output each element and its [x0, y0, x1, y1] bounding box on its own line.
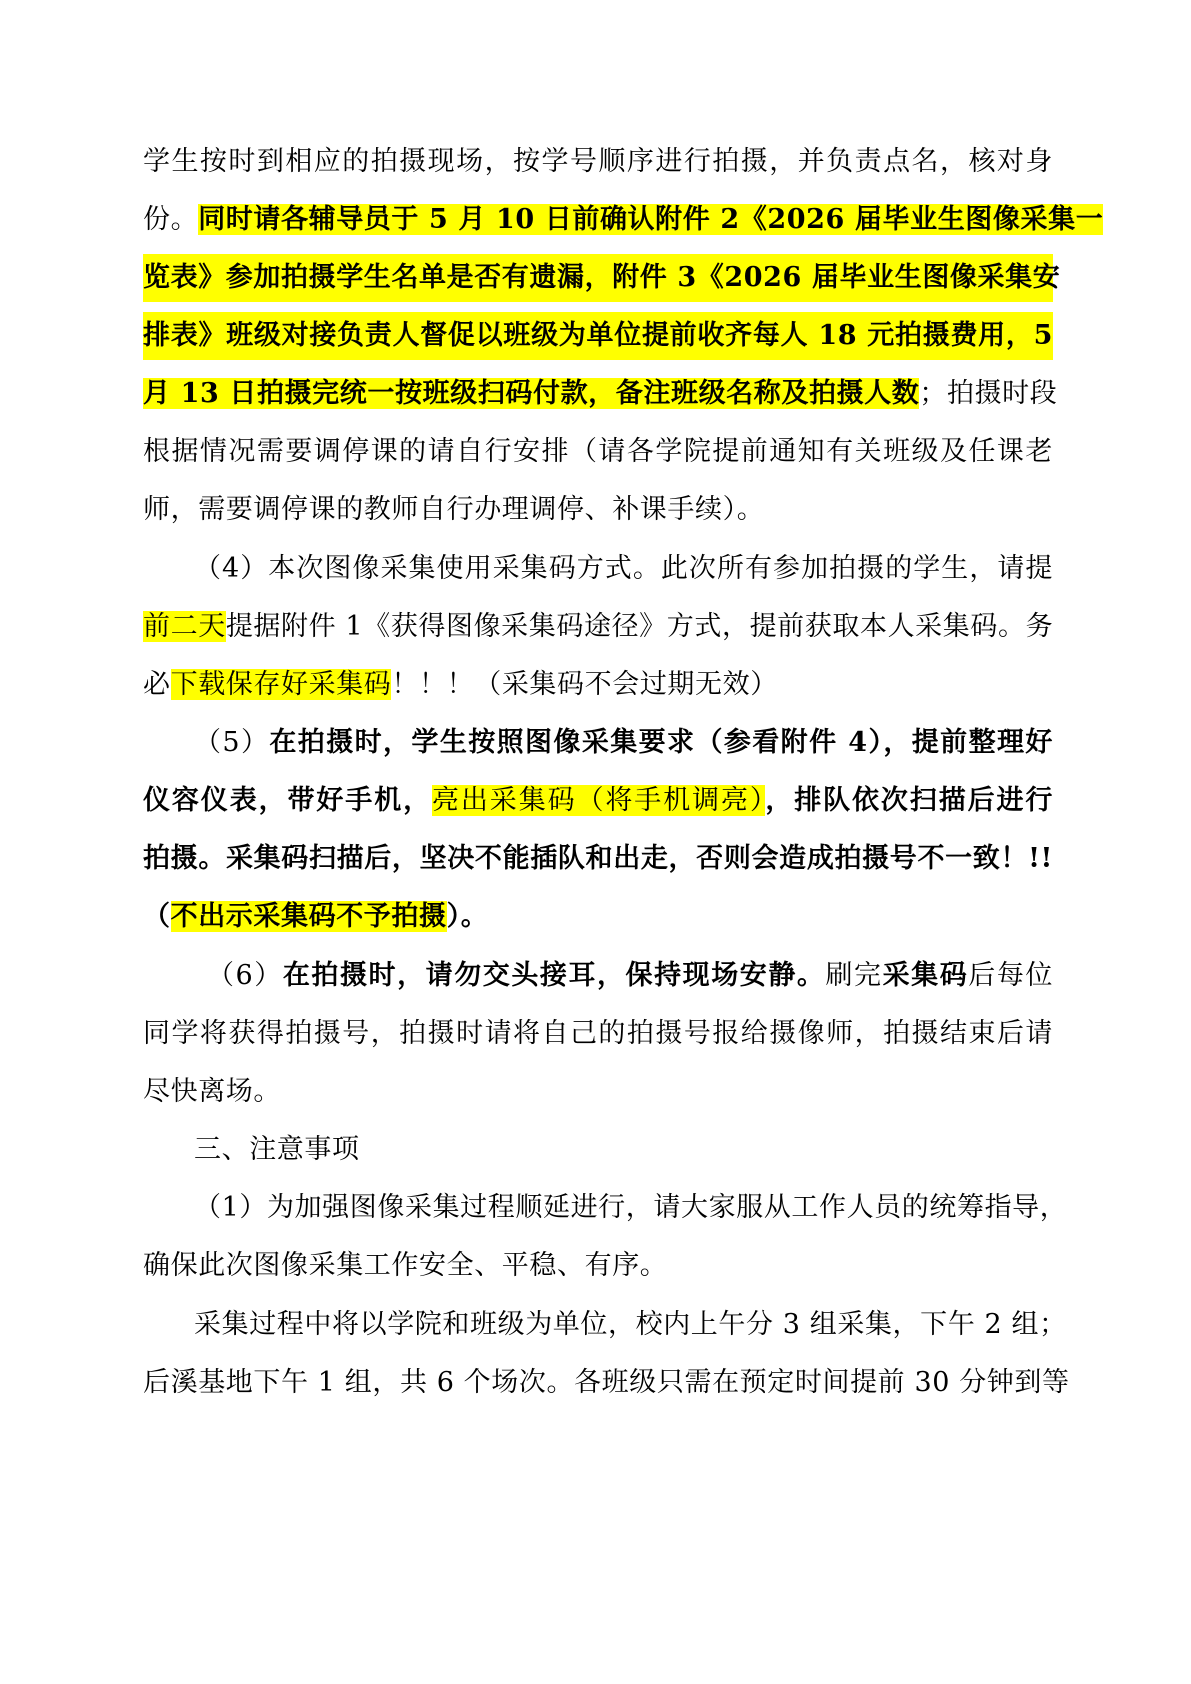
text-run: （1）为加强图像采集过程顺延进行，请大家服从工作人员的统筹指导，	[194, 1192, 1068, 1223]
text-run: 刷完	[825, 960, 883, 991]
highlighted-bold-run: 不出示采集码不予拍摄	[170, 901, 447, 932]
text-line-1	[143, 138, 1053, 186]
text-run: （5）	[194, 727, 270, 758]
bold-run: ，排队依次扫描后进行	[765, 785, 1054, 816]
bold-run: 在拍摄时，学生按照图像采集要求（参看附件 4），提前整理好	[269, 727, 1053, 758]
section-heading	[194, 1126, 1053, 1174]
text-line-7	[143, 486, 1053, 534]
heading-text: 三、注意事项	[194, 1134, 360, 1165]
text-line-21	[194, 1301, 1067, 1349]
highlighted-bold-run: 览表》参加拍摄学生名单是否有遗漏，附件 3《2026 届毕业生图像采集安	[143, 262, 1061, 293]
text-line-8	[194, 545, 1053, 593]
text-line-4	[143, 312, 1053, 360]
highlighted-run: 前二天	[143, 611, 226, 642]
text-run: 份。	[143, 204, 199, 235]
text-line-14	[143, 893, 1053, 941]
text-run: 学生按时到相应的拍摄现场，按学号顺序进行拍摄，并负责点名，核对身	[143, 146, 1053, 177]
highlighted-run: 下载保存好采集码	[170, 669, 392, 700]
text-run: 尽快离场。	[143, 1076, 281, 1107]
text-run: 根据情况需要调停课的请自行安排（请各学院提前通知有关班级及任课老	[143, 436, 1053, 467]
text-run: 同学将获得拍摄号，拍摄时请将自己的拍摄号报给摄像师，拍摄结束后请	[143, 1018, 1053, 1049]
highlighted-run: 亮出采集码（将手机调亮）	[432, 785, 766, 816]
highlighted-bold-run: 月 13 日拍摄完统一按班级扫码付款，备注班级名称及拍摄人数	[143, 378, 920, 409]
text-line-9	[143, 603, 1053, 651]
text-line-17	[143, 1068, 1053, 1116]
text-run: 提据附件 1《获得图像采集码途径》方式，提前获取本人采集码。务	[225, 611, 1054, 642]
bold-run: 拍摄。采集码扫描后，坚决不能插队和出走，否则会造成拍摄号不一致！!!	[143, 843, 1053, 874]
text-line-16	[143, 1010, 1053, 1058]
text-line-5	[143, 370, 1058, 418]
text-run: （6）	[207, 960, 283, 991]
text-run: （4）本次图像采集使用采集码方式。此次所有参加拍摄的学生，请提	[194, 553, 1053, 584]
bold-run: （	[143, 901, 171, 932]
text-line-15	[207, 952, 1053, 1000]
text-line-13	[143, 835, 1053, 883]
text-run: 必	[143, 669, 171, 700]
text-run: 后溪基地下午 1 组，共 6 个场次。各班级只需在预定时间提前 30 分钟到等	[143, 1367, 1070, 1398]
bold-run: 仪容仪表，带好手机，	[143, 785, 432, 816]
text-line-20	[143, 1242, 1053, 1290]
text-run: 采集过程中将以学院和班级为单位，校内上午分 3 组采集，下午 2 组；	[194, 1309, 1067, 1340]
text-line-12	[143, 777, 1053, 825]
text-line-6	[143, 428, 1053, 476]
text-line-10	[143, 661, 1053, 709]
text-line-19	[194, 1184, 1068, 1232]
text-run: 后每位	[968, 960, 1053, 991]
text-line-11	[194, 719, 1053, 767]
text-line-3	[143, 254, 1061, 302]
bold-run: 采集码	[882, 960, 969, 991]
highlighted-bold-run: 同时请各辅导员于 5 月 10 日前确认附件 2《2026 届毕业生图像采集一	[198, 204, 1104, 235]
highlighted-bold-run: 排表》班级对接负责人督促以班级为单位提前收齐每人 18 元拍摄费用，5	[143, 320, 1053, 351]
bold-run: ）。	[446, 901, 489, 932]
text-line-2	[143, 196, 1104, 244]
bold-run: 在拍摄时，请勿交头接耳，保持现场安静。	[282, 960, 826, 991]
text-run: 师，需要调停课的教师自行办理调停、补课手续）。	[143, 494, 765, 525]
text-line-22	[143, 1359, 1070, 1407]
text-run: 确保此次图像采集工作安全、平稳、有序。	[143, 1250, 668, 1281]
text-run: ！！！（采集码不会过期无效）	[391, 669, 778, 700]
text-run: ；拍摄时段	[919, 378, 1058, 409]
